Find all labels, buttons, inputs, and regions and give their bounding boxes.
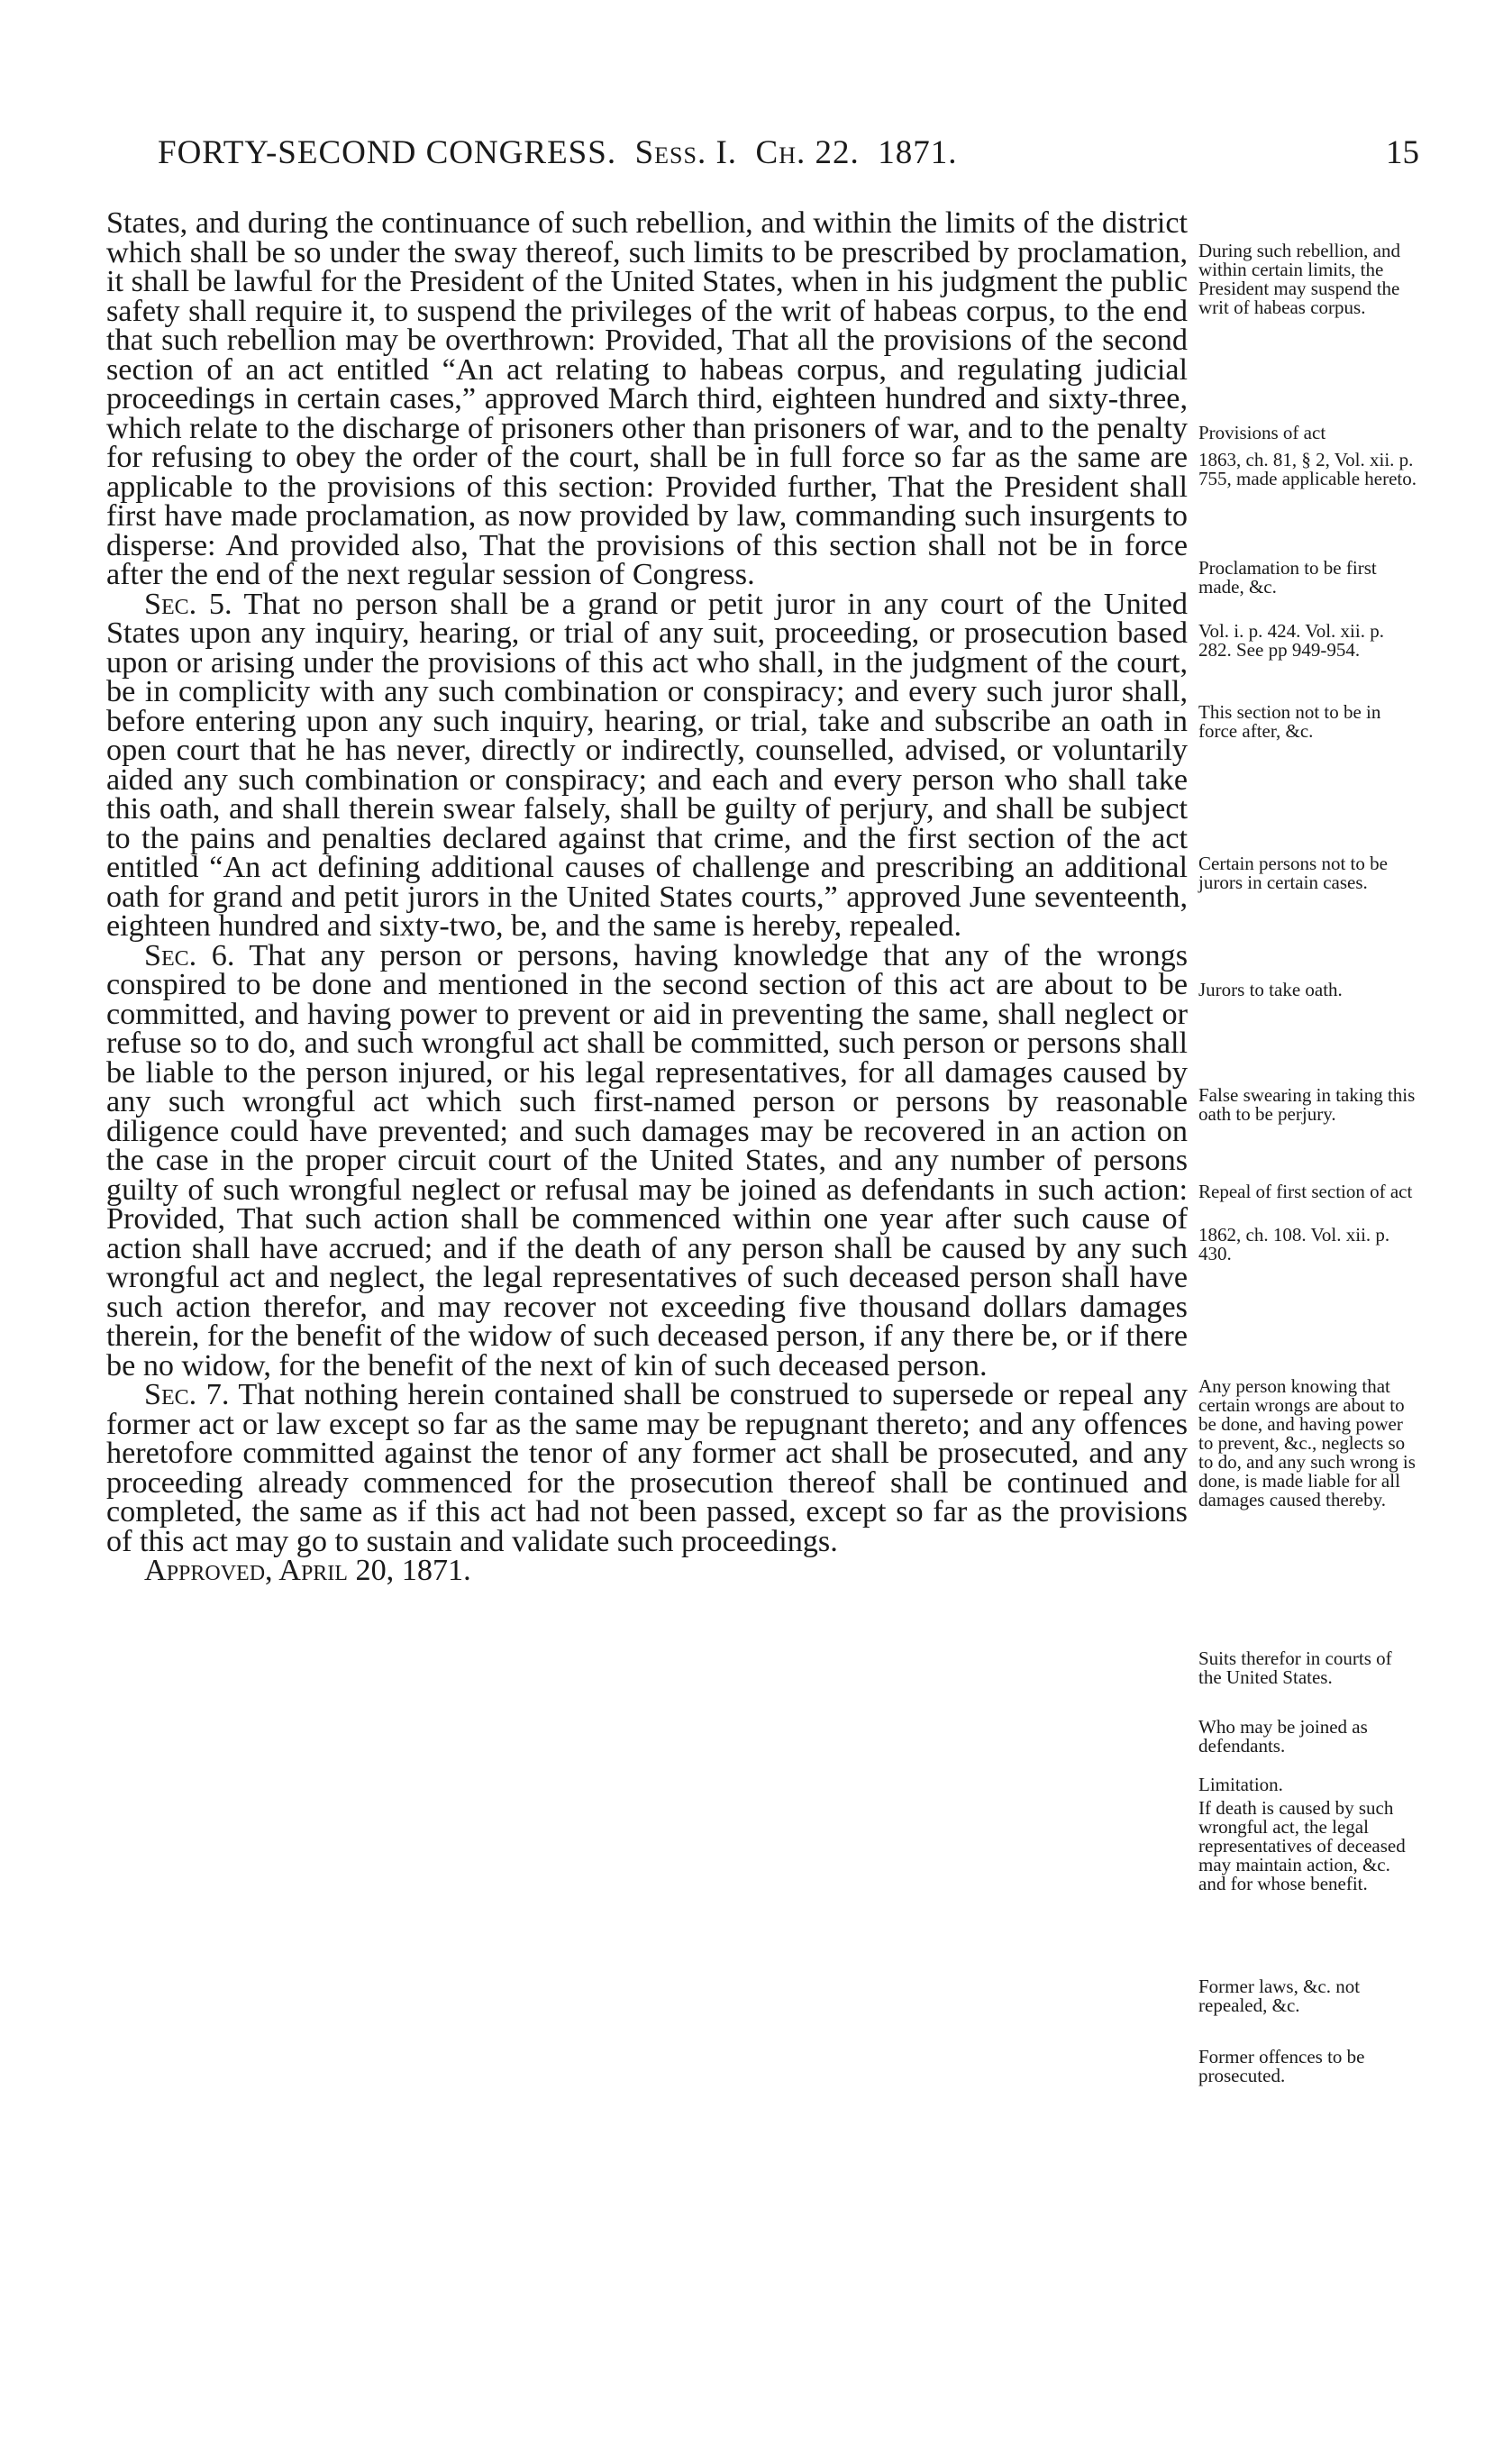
statute-text	[106, 206, 1189, 1587]
section-5-label: Sec. 5.	[144, 587, 232, 621]
margin-note: During such rebellion, and within certain limits, the President may suspend the writ of habeas corpus.	[1198, 240, 1400, 318]
margin-note: Former laws, &c. not repealed, &c.	[1198, 1976, 1361, 2016]
section-7-label: Sec. 7.	[144, 1378, 230, 1411]
margin-note: Repeal of first section of act	[1198, 1181, 1413, 1202]
margin-note: Limitation.	[1198, 1774, 1283, 1795]
margin-note: Provisions of act	[1198, 422, 1326, 443]
section-6-label: Sec. 6.	[144, 938, 235, 972]
margin-note: 1863, ch. 81, § 2, Vol. xii. p. 755, made applicable hereto.	[1198, 449, 1417, 489]
margin-note: False swearing in taking this oath to be perjury.	[1198, 1084, 1416, 1125]
approval-line: Approved, April 20, 1871.	[144, 1554, 471, 1587]
page-header	[158, 133, 1419, 187]
page-number: 15	[1386, 134, 1419, 171]
section-6	[106, 938, 1188, 1383]
section-6-text: That any person or persons, having knowledge that any of the wrongs conspired to be done and mentioned in the second section of this act are about to be committed, and having power to prevent or aid in preventing the same, shall neglect or refuse so to do, and such wrongful act shall be committed, such person or persons shall be liable to the person injured, or his legal representatives, for all damages caused by any such wrongful act which such first-named person or persons by reasonable diligence could have prevented; and such damages may be recovered in an action on the case in the proper circuit court of the United States, and any number of persons guilty of such wrongful neglect or refusal may be joined as defendants in such action: Provided, That such action shall be commenced within one year after such cause of action shall have accrued; and if the death of any person shall be caused by any such wrongful act and neglect, the legal representatives of such deceased person shall have such action therefor, and may recover not exceeding five thousand dollars damages therein, for the benefit of the widow of such deceased person, if any there be, or if there be no widow, for the benefit of the next of kin of such deceased person.	[106, 938, 1188, 1383]
section-7	[106, 1378, 1189, 1558]
margin-note: 1862, ch. 108. Vol. xii. p. 430.	[1198, 1224, 1390, 1264]
margin-note: Who may be joined as defendants.	[1198, 1716, 1368, 1757]
margin-note: Suits therefor in courts of the United States.	[1198, 1647, 1392, 1688]
margin-note: Proclamation to be first made, &c.	[1198, 557, 1377, 598]
section-5	[106, 587, 1188, 943]
margin-note: Jurors to take oath.	[1198, 979, 1343, 1000]
margin-note: Vol. i. p. 424. Vol. xii. p. 282. See pp 949-954.	[1198, 620, 1384, 661]
margin-note: Former offences to be prosecuted.	[1198, 2046, 1365, 2086]
margin-note: This section not to be in force after, &c.	[1198, 701, 1381, 742]
chapter-label: Ch. 22.	[755, 134, 860, 171]
year-label: 1871.	[878, 134, 958, 171]
section-7-text: That nothing herein contained shall be construed to supersede or repeal any former act or law except so far as the same may be repugnant thereto; and any offences heretofore committed against the tenor of any former act shall be prosecuted, and any proceeding already commenced for the prosecution thereof shall be continued and completed, the same as if this act had not been passed, except so far as the provisions of this act may go to sustain and validate such proceedings.	[106, 1378, 1189, 1558]
running-title: FORTY-SECOND CONGRESS.	[158, 134, 617, 171]
margin-note: Any person knowing that certain wrongs are about to be done, and having power to prevent, &c., neglects so to do, and any such wrong is done, is made liable for all damages caused thereby.	[1198, 1375, 1416, 1510]
margin-note: Certain persons not to be jurors in certain cases.	[1198, 853, 1388, 893]
session-label: Sess. I.	[634, 134, 738, 171]
running-head	[158, 133, 958, 172]
section-5-text: That no person shall be a grand or petit juror in any court of the United States upon any inquiry, hearing, or trial of any suit, proceeding, or prosecution based upon or arising under the provisions of this act who shall, in the judgment of the court, be in complicity with any such combination or conspiracy; and every such juror shall, before entering upon any such inquiry, hearing, or trial, take and subscribe an oath in open court that he has never, directly or indirectly, counselled, advised, or voluntarily aided any such combination or conspiracy; and each and every person who shall take this oath, and shall therein swear falsely, shall be guilty of perjury, and shall be subject to the pains and penalties declared against that crime, and the first section of the act entitled “An act defining additional causes of challenge and prescribing an additional oath for grand and petit jurors in the United States courts,” approved June seventeenth, eighteen hundred and sixty-two, be, and the same is hereby, repealed.	[106, 587, 1188, 943]
margin-note: If death is caused by such wrongful act, the legal representatives of deceased may maintain action, &c. and for whose benefit.	[1198, 1797, 1406, 1894]
paragraph-continued: States, and during the continuance of such rebellion, and within the limits of the district which shall be so under the sway thereof, such limits to be prescribed by proclamation, it shall be lawful for the President of the United States, when in his judgment the public safety shall require it, to suspend the privileges of the writ of habeas corpus, to the end that such rebellion may be overthrown: Provided, That all the provisions of the second section of an act entitled “An act relating to habeas corpus, and regulating judicial proceedings in certain cases,” approved March third, eighteen hundred and sixty-three, which relate to the discharge of prisoners other than prisoners of war, and to the penalty for refusing to obey the order of the court, shall be in full force so far as the same are applicable to the provisions of this section: Provided further, That the President shall first have made proclamation, as now provided by law, commanding such insurgents to disperse: And provided also, That the provisions of this section shall not be in force after the end of the next regular session of Congress.	[106, 206, 1188, 591]
